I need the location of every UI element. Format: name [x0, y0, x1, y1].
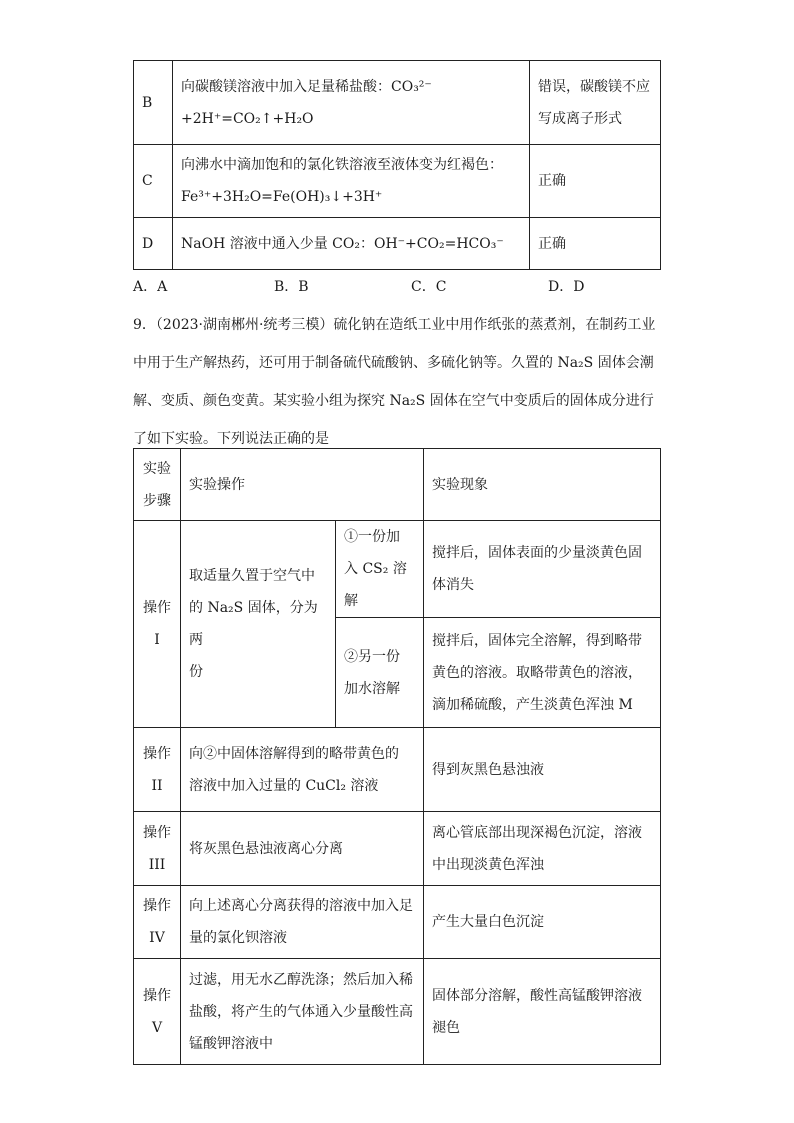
table-row	[134, 145, 661, 218]
sub-op-line: ②另一份	[344, 648, 400, 665]
step-cell	[134, 728, 181, 812]
content-line: 向沸水中滴加饱和的氯化铁溶液至液体变为红褐色：	[181, 157, 503, 173]
phen-line: 褪色	[432, 1019, 460, 1036]
op-cell	[181, 728, 424, 812]
experiment-table	[133, 448, 661, 1065]
sub-op-line: 加水溶解	[344, 680, 400, 697]
option-a[interactable]: A．A	[133, 279, 168, 295]
answer-table	[133, 60, 661, 270]
eval-line: 写成离子形式	[538, 110, 622, 127]
row-eval	[530, 145, 661, 218]
row-eval	[530, 218, 661, 270]
step-line: 操作	[143, 745, 171, 762]
phen-line: 固体部分溶解，酸性高锰酸钾溶液	[432, 987, 642, 1004]
header-line: 实验	[143, 460, 171, 477]
phen-line: 黄色的溶液。取略带黄色的溶液，	[432, 664, 642, 681]
phen-line: 产生大量白色沉淀	[432, 914, 544, 930]
op-line: 溶液中加入过量的 CuCl₂ 溶液	[189, 777, 379, 794]
step-line: II	[151, 777, 163, 794]
op-line: 过滤，用无水乙醇洗涤；然后加入稀	[189, 971, 413, 988]
step-line: V	[151, 1019, 163, 1036]
step-line: 操作	[143, 987, 171, 1004]
row-content	[173, 218, 530, 270]
table-row	[134, 728, 661, 812]
step-cell	[134, 812, 181, 886]
sub-op-line: ①一份加	[344, 529, 400, 545]
option-b[interactable]: B．B	[274, 279, 309, 295]
step-line: IV	[149, 930, 165, 946]
phen-line: 体消失	[432, 577, 474, 593]
sub-op-line: 入 CS₂ 溶解	[344, 561, 407, 609]
option-c[interactable]: C．C	[411, 279, 447, 295]
op-line: 向②中固体溶解得到的略带黄色的	[189, 745, 399, 762]
op-cell	[181, 886, 424, 959]
phen-line: 搅拌后，固体完全溶解，得到略带	[432, 632, 642, 649]
op-line: 量的氯化钡溶液	[189, 930, 287, 946]
eval-line: 错误，碳酸镁不应	[538, 78, 650, 95]
step-line: I	[154, 632, 160, 648]
phen-line: 得到灰黑色悬浊液	[432, 761, 544, 778]
row-eval	[530, 61, 661, 145]
phen-cell	[424, 886, 661, 959]
header-op: 实验操作	[181, 449, 424, 521]
phen-cell	[424, 959, 661, 1065]
content-line: Fe³⁺+3H₂O=Fe(OH)₃↓+3H⁺	[181, 189, 383, 205]
step-cell	[134, 521, 181, 728]
row-label: D	[134, 218, 173, 270]
header-phen: 实验现象	[424, 449, 661, 521]
table-row	[134, 61, 661, 145]
op-cell	[181, 812, 424, 886]
op-line: 盐酸，将产生的气体通入少量酸性高	[189, 1003, 413, 1020]
op-cell	[181, 959, 424, 1065]
table-row	[134, 812, 661, 886]
row-content	[173, 145, 530, 218]
content-line: NaOH 溶液中通入少量 CO₂：OH⁻+CO₂=HCO₃⁻	[181, 235, 504, 252]
op-line: 取适量久置于空气中	[189, 568, 315, 584]
phen-cell	[424, 728, 661, 812]
content-line: +2H⁺=CO₂↑+H₂O	[181, 110, 314, 127]
header-line: 步骤	[143, 492, 171, 509]
table-row	[134, 218, 661, 270]
op-cell	[181, 521, 336, 728]
phen-line: 滴加稀硫酸，产生淡黄色浑浊 M	[432, 696, 633, 713]
table-header	[134, 449, 661, 521]
row-label: C	[134, 145, 173, 218]
step-line: 操作	[143, 824, 171, 841]
step-cell	[134, 886, 181, 959]
content-line: 向碳酸镁溶液中加入足量稀盐酸：CO₃²⁻	[181, 78, 432, 95]
op-line: 锰酸钾溶液中	[189, 1035, 273, 1052]
table-row	[134, 886, 661, 959]
header-step	[134, 449, 181, 521]
phen-cell	[424, 521, 661, 618]
row-content	[173, 61, 530, 145]
step-line: 操作	[143, 600, 171, 616]
table-row	[134, 959, 661, 1065]
op-line: 将灰黑色悬浊液离心分离	[189, 840, 343, 857]
sub-op-cell	[336, 521, 424, 618]
op-line: 的 Na₂S 固体，分为两	[189, 600, 318, 648]
option-d[interactable]: D．D	[548, 279, 585, 295]
op-line: 向上述离心分离获得的溶液中加入足	[189, 898, 413, 914]
eval-line: 正确	[538, 173, 566, 189]
phen-cell	[424, 618, 661, 728]
row-label: B	[134, 61, 173, 145]
phen-cell	[424, 812, 661, 886]
phen-line: 离心管底部出现深褐色沉淀，溶液	[432, 824, 642, 841]
phen-line: 搅拌后，固体表面的少量淡黄色固	[432, 545, 642, 561]
step-line: III	[148, 856, 166, 873]
step-cell	[134, 959, 181, 1065]
step-line: 操作	[143, 898, 171, 914]
eval-line: 正确	[538, 235, 566, 252]
table-row	[134, 521, 661, 618]
sub-op-cell	[336, 618, 424, 728]
question-text: 9．（2023·湖南郴州·统考三模）硫化钠在造纸工业中用作纸张的蒸煮剂，在制药工业中用于生产解热药，还可用于制备硫代硫酸钠、多硫化钠等。久置的 Na₂S 固体会潮解、变质、颜色变黄。某实验小组为探究 Na₂S 固体在空气中变质后的固体成分进行了如下实验。下列说法正确的是	[133, 317, 656, 447]
op-line: 份	[189, 664, 203, 680]
phen-line: 中出现淡黄色浑浊	[432, 856, 544, 873]
